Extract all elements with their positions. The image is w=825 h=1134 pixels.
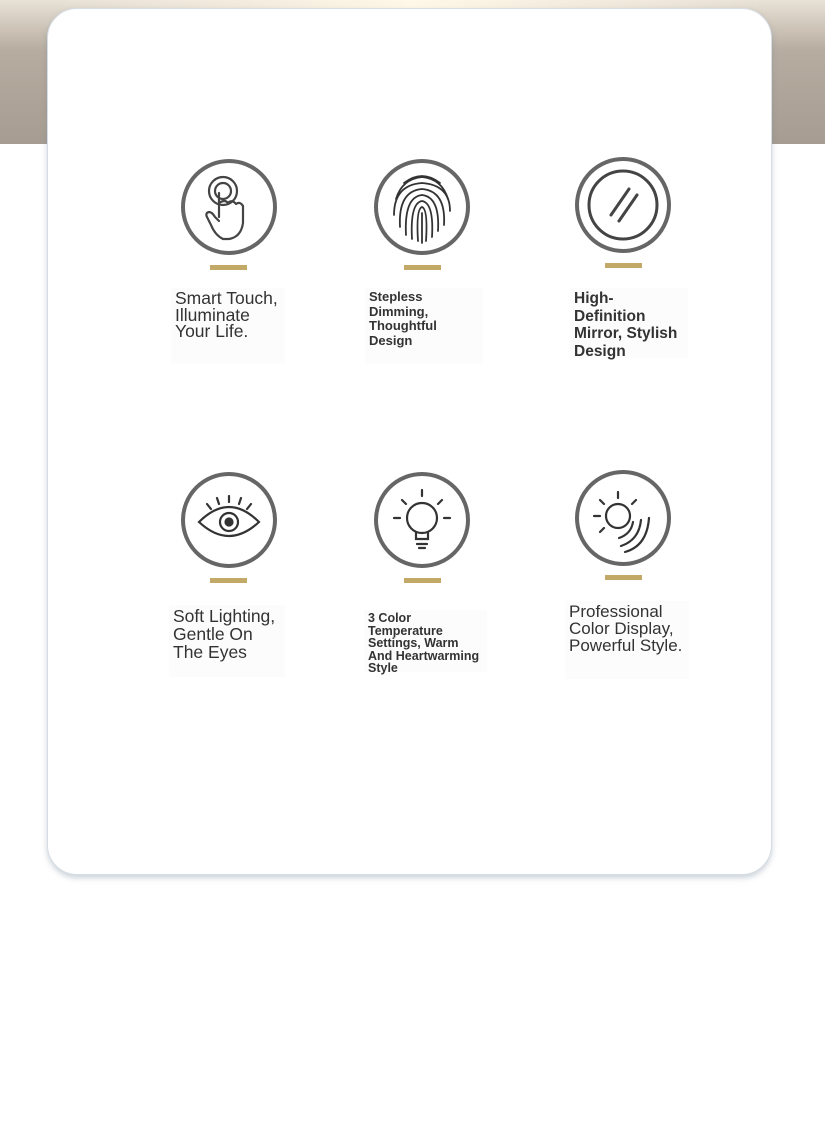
feature-label: Smart Touch, Illuminate Your Life. [171,288,285,364]
color-display-icon [575,470,671,566]
accent-bar [605,575,642,580]
feature-label: Soft Lighting, Gentle On The Eyes [169,605,285,677]
accent-bar [210,578,247,583]
touch-icon [181,159,277,255]
bulb-icon [374,472,470,568]
eye-icon [181,472,277,568]
features-card [47,8,772,875]
accent-bar [210,265,247,270]
mirror-icon [575,157,671,253]
fingerprint-icon [374,159,470,255]
feature-label: High-Definition Mirror, Stylish Design [570,288,688,358]
accent-bar [605,263,642,268]
feature-label: Professional Color Display, Powerful Style. [565,601,689,679]
feature-label: Stepless Dimming, Thoughtful Design [365,288,483,364]
accent-bar [404,578,441,583]
accent-bar [404,265,441,270]
feature-label: 3 Color Temperature Settings, Warm And Heartwarming Style [364,610,487,672]
